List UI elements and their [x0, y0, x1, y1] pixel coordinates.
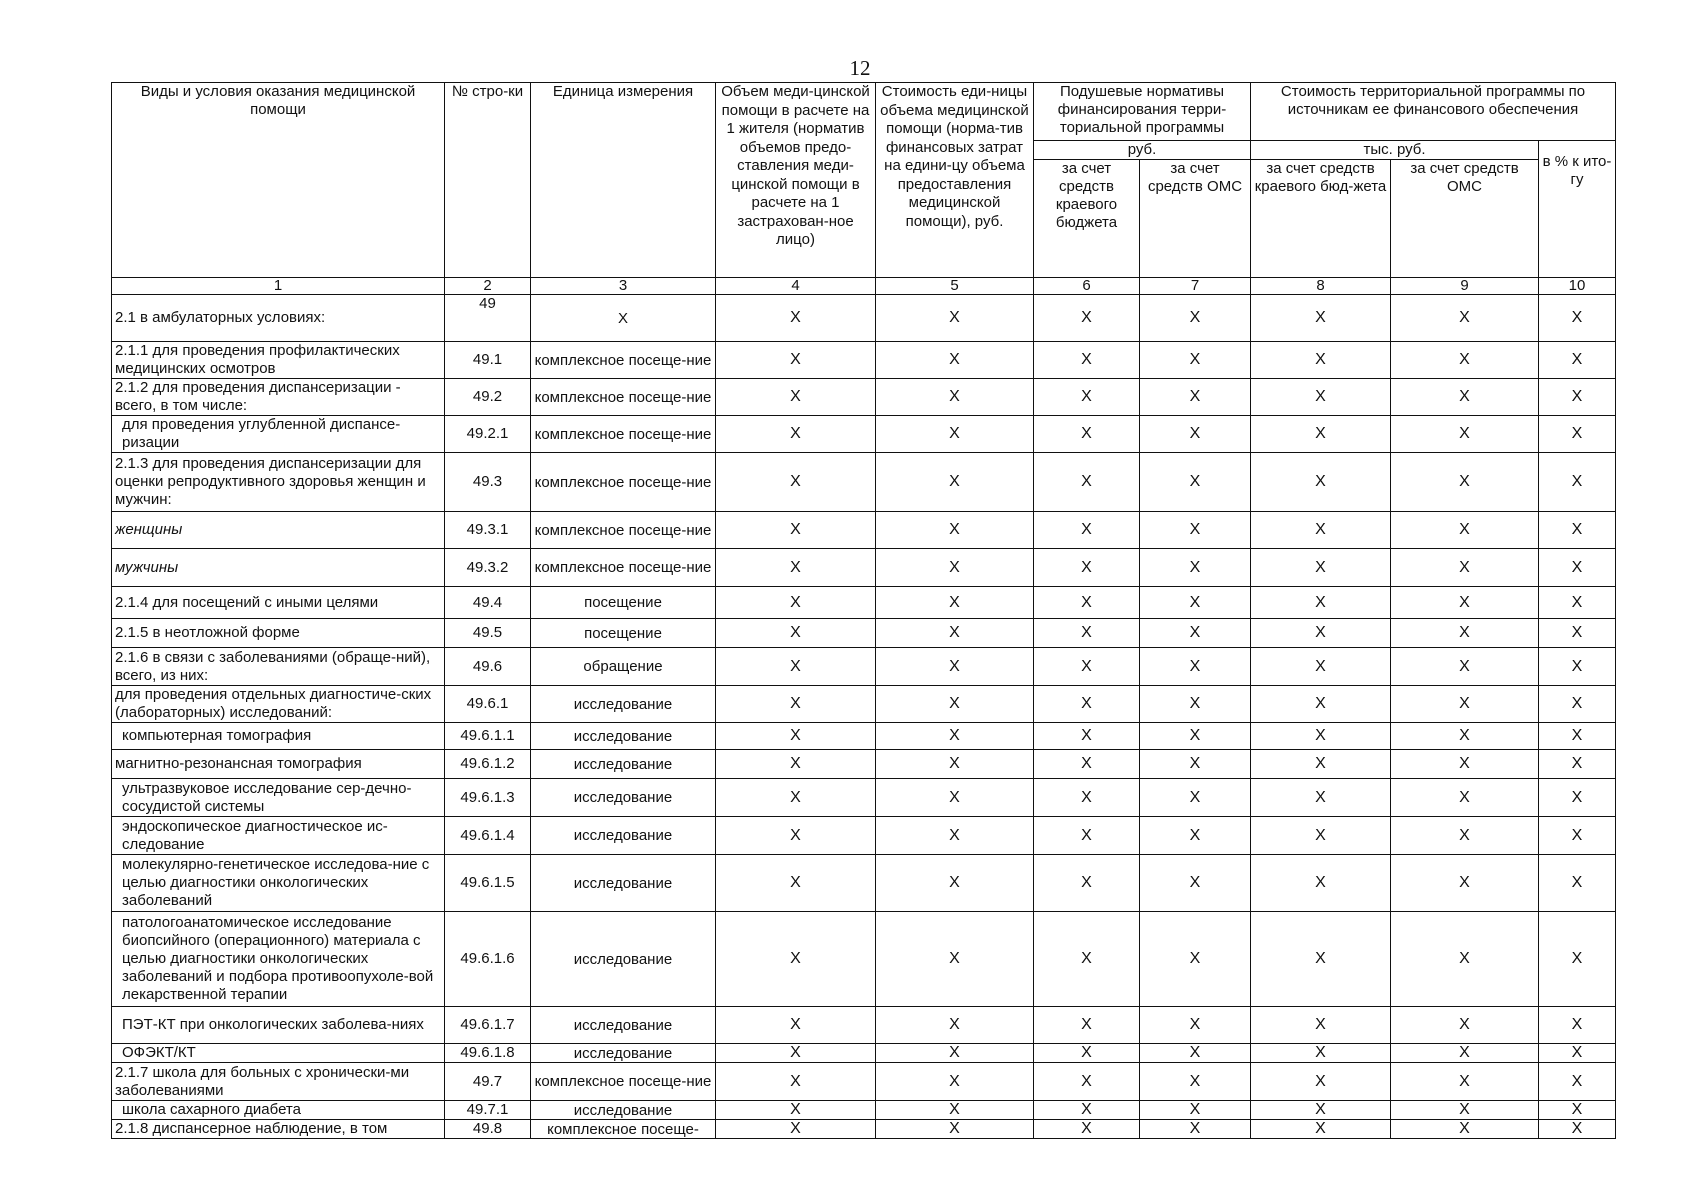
row-name: для проведения углубленной диспансе-ризации	[112, 416, 445, 453]
value-cell-v9: Х	[1391, 342, 1539, 379]
header-oms-rub: за счет средств ОМС	[1140, 160, 1251, 278]
value-cell-v4: Х	[716, 1063, 876, 1101]
value-cell-v10: Х	[1539, 1044, 1616, 1063]
table-row	[112, 855, 1616, 912]
header-row-number: № стро-ки	[445, 83, 531, 278]
value-cell-v8: Х	[1251, 1120, 1391, 1139]
row-number: 49	[445, 295, 531, 342]
header-program-cost-group: Стоимость территориальной программы по источникам ее финансового обеспечения	[1251, 83, 1616, 141]
row-name: 2.1.6 в связи с заболеваниями (обраще-ний), всего, из них:	[112, 648, 445, 686]
value-cell-v4: Х	[716, 416, 876, 453]
value-cell-v5: Х	[876, 453, 1034, 512]
value-cell-v6: Х	[1034, 1120, 1140, 1139]
value-cell-v5: Х	[876, 686, 1034, 723]
row-unit: комплексное посеще-ние	[531, 1063, 716, 1101]
value-cell-v7: Х	[1140, 453, 1251, 512]
value-cell-v4: Х	[716, 453, 876, 512]
value-cell-v9: Х	[1391, 453, 1539, 512]
value-cell-v4: Х	[716, 549, 876, 587]
value-cell-v10: Х	[1539, 723, 1616, 750]
value-cell-v5: Х	[876, 817, 1034, 855]
header-unit-thousand-rub: тыс. руб.	[1251, 141, 1539, 160]
value-cell-v10: Х	[1539, 1007, 1616, 1044]
value-cell-v9: Х	[1391, 1120, 1539, 1139]
value-cell-v7: Х	[1140, 512, 1251, 549]
value-cell-v6: Х	[1034, 817, 1140, 855]
value-cell-v5: Х	[876, 416, 1034, 453]
value-cell-v8: Х	[1251, 648, 1391, 686]
row-unit: исследование	[531, 1007, 716, 1044]
value-cell-v8: Х	[1251, 342, 1391, 379]
row-number: 49.3.1	[445, 512, 531, 549]
value-cell-v6: Х	[1034, 779, 1140, 817]
value-cell-v7: Х	[1140, 817, 1251, 855]
value-cell-v8: Х	[1251, 453, 1391, 512]
value-cell-v9: Х	[1391, 512, 1539, 549]
table-row	[112, 723, 1616, 750]
value-cell-v8: Х	[1251, 686, 1391, 723]
row-unit: исследование	[531, 723, 716, 750]
value-cell-v5: Х	[876, 379, 1034, 416]
value-cell-v7: Х	[1140, 750, 1251, 779]
financing-table	[111, 82, 1616, 1139]
value-cell-v8: Х	[1251, 1044, 1391, 1063]
row-unit: исследование	[531, 1101, 716, 1120]
row-unit: обращение	[531, 648, 716, 686]
row-unit: посещение	[531, 619, 716, 648]
table-row	[112, 1007, 1616, 1044]
row-unit: исследование	[531, 1044, 716, 1063]
header-volume: Объем меди-цинской помощи в расчете на 1 жителя (норматив объемов предо-ставления меди-цинской помощи в расчете на 1 застрахован-ное лицо)	[716, 83, 876, 278]
value-cell-v6: Х	[1034, 1007, 1140, 1044]
value-cell-v7: Х	[1140, 295, 1251, 342]
value-cell-v8: Х	[1251, 587, 1391, 619]
value-cell-v6: Х	[1034, 512, 1140, 549]
row-name: 2.1.1 для проведения профилактических медицинских осмотров	[112, 342, 445, 379]
value-cell-v9: Х	[1391, 779, 1539, 817]
row-number: 49.6.1.2	[445, 750, 531, 779]
column-number: 8	[1251, 278, 1391, 295]
value-cell-v10: Х	[1539, 342, 1616, 379]
value-cell-v5: Х	[876, 1101, 1034, 1120]
value-cell-v6: Х	[1034, 648, 1140, 686]
row-number: 49.4	[445, 587, 531, 619]
row-number: 49.3.2	[445, 549, 531, 587]
value-cell-v9: Х	[1391, 750, 1539, 779]
value-cell-v7: Х	[1140, 1101, 1251, 1120]
value-cell-v4: Х	[716, 750, 876, 779]
header-percent-of-total: в % к ито-гу	[1539, 141, 1616, 278]
row-name: ультразвуковое исследование сер-дечно-сосудистой системы	[112, 779, 445, 817]
header-per-capita-group: Подушевые нормативы финансирования терри-ториальной программы	[1034, 83, 1251, 141]
value-cell-v9: Х	[1391, 1063, 1539, 1101]
table-row	[112, 779, 1616, 817]
value-cell-v10: Х	[1539, 1063, 1616, 1101]
value-cell-v4: Х	[716, 1007, 876, 1044]
value-cell-v10: Х	[1539, 619, 1616, 648]
row-unit: исследование	[531, 912, 716, 1007]
page-number: 12	[849, 56, 871, 80]
value-cell-v6: Х	[1034, 453, 1140, 512]
value-cell-v10: Х	[1539, 1101, 1616, 1120]
column-number: 2	[445, 278, 531, 295]
table-row	[112, 750, 1616, 779]
header-regional-budget-rub: за счет средств краевого бюджета	[1034, 160, 1140, 278]
row-number: 49.6.1.3	[445, 779, 531, 817]
table-row	[112, 1101, 1616, 1120]
value-cell-v6: Х	[1034, 855, 1140, 912]
row-number: 49.3	[445, 453, 531, 512]
value-cell-v7: Х	[1140, 416, 1251, 453]
value-cell-v4: Х	[716, 817, 876, 855]
value-cell-v10: Х	[1539, 416, 1616, 453]
value-cell-v5: Х	[876, 1120, 1034, 1139]
row-unit: комплексное посеще-ние	[531, 379, 716, 416]
row-unit: исследование	[531, 686, 716, 723]
row-unit: комплексное посеще-ние	[531, 512, 716, 549]
value-cell-v9: Х	[1391, 817, 1539, 855]
column-number: 6	[1034, 278, 1140, 295]
value-cell-v7: Х	[1140, 779, 1251, 817]
row-name: патологоанатомическое исследование биопсийного (операционного) материала с целью диагностики онкологических заболеваний и подбора противоопухоле-вой лекарственной терапии	[112, 912, 445, 1007]
table-row	[112, 1120, 1616, 1139]
column-number: 7	[1140, 278, 1251, 295]
value-cell-v9: Х	[1391, 1101, 1539, 1120]
value-cell-v9: Х	[1391, 855, 1539, 912]
table-row	[112, 416, 1616, 453]
value-cell-v5: Х	[876, 549, 1034, 587]
row-unit: исследование	[531, 750, 716, 779]
header-unit-cost: Стоимость еди-ницы объема медицинской помощи (норма-тив финансовых затрат на едини-цу объема предоставления медицинской помощи), руб.	[876, 83, 1034, 278]
row-number: 49.6.1.4	[445, 817, 531, 855]
row-name: компьютерная томография	[112, 723, 445, 750]
value-cell-v9: Х	[1391, 379, 1539, 416]
value-cell-v6: Х	[1034, 587, 1140, 619]
value-cell-v7: Х	[1140, 648, 1251, 686]
column-number: 1	[112, 278, 445, 295]
row-unit: комплексное посеще-ние	[531, 453, 716, 512]
value-cell-v5: Х	[876, 619, 1034, 648]
column-number: 3	[531, 278, 716, 295]
value-cell-v6: Х	[1034, 342, 1140, 379]
table-row	[112, 549, 1616, 587]
value-cell-v5: Х	[876, 512, 1034, 549]
value-cell-v8: Х	[1251, 512, 1391, 549]
row-name: мужчины	[112, 549, 445, 587]
value-cell-v6: Х	[1034, 723, 1140, 750]
value-cell-v7: Х	[1140, 686, 1251, 723]
row-number: 49.6.1.6	[445, 912, 531, 1007]
row-number: 49.7	[445, 1063, 531, 1101]
value-cell-v8: Х	[1251, 912, 1391, 1007]
value-cell-v7: Х	[1140, 587, 1251, 619]
row-number: 49.6.1.5	[445, 855, 531, 912]
value-cell-v4: Х	[716, 379, 876, 416]
value-cell-v9: Х	[1391, 549, 1539, 587]
row-unit: комплексное посеще-ние	[531, 416, 716, 453]
column-number: 10	[1539, 278, 1616, 295]
value-cell-v8: Х	[1251, 416, 1391, 453]
value-cell-v6: Х	[1034, 549, 1140, 587]
table-row	[112, 587, 1616, 619]
value-cell-v10: Х	[1539, 295, 1616, 342]
value-cell-v10: Х	[1539, 686, 1616, 723]
value-cell-v9: Х	[1391, 1044, 1539, 1063]
value-cell-v5: Х	[876, 587, 1034, 619]
value-cell-v9: Х	[1391, 416, 1539, 453]
value-cell-v7: Х	[1140, 723, 1251, 750]
header-kinds-of-care: Виды и условия оказания медицинской помощи	[112, 83, 445, 278]
value-cell-v9: Х	[1391, 686, 1539, 723]
value-cell-v7: Х	[1140, 855, 1251, 912]
table-row	[112, 379, 1616, 416]
row-number: 49.6	[445, 648, 531, 686]
value-cell-v8: Х	[1251, 779, 1391, 817]
row-unit: исследование	[531, 855, 716, 912]
value-cell-v8: Х	[1251, 379, 1391, 416]
column-number: 4	[716, 278, 876, 295]
row-unit: комплексное посеще-ние	[531, 549, 716, 587]
value-cell-v8: Х	[1251, 817, 1391, 855]
value-cell-v6: Х	[1034, 912, 1140, 1007]
row-unit: Х	[531, 295, 716, 342]
row-number: 49.6.1.1	[445, 723, 531, 750]
table-row	[112, 1044, 1616, 1063]
row-number: 49.6.1.8	[445, 1044, 531, 1063]
value-cell-v5: Х	[876, 295, 1034, 342]
value-cell-v4: Х	[716, 1044, 876, 1063]
value-cell-v6: Х	[1034, 750, 1140, 779]
value-cell-v4: Х	[716, 855, 876, 912]
value-cell-v6: Х	[1034, 686, 1140, 723]
value-cell-v7: Х	[1140, 619, 1251, 648]
table-row	[112, 512, 1616, 549]
row-name: школа сахарного диабета	[112, 1101, 445, 1120]
value-cell-v9: Х	[1391, 619, 1539, 648]
value-cell-v10: Х	[1539, 779, 1616, 817]
value-cell-v4: Х	[716, 295, 876, 342]
value-cell-v9: Х	[1391, 648, 1539, 686]
value-cell-v6: Х	[1034, 1063, 1140, 1101]
value-cell-v9: Х	[1391, 723, 1539, 750]
table-row	[112, 295, 1616, 342]
value-cell-v4: Х	[716, 912, 876, 1007]
row-name: эндоскопическое диагностическое ис-следование	[112, 817, 445, 855]
row-number: 49.8	[445, 1120, 531, 1139]
header-regional-budget-thousand: за счет средств краевого бюд-жета	[1251, 160, 1391, 278]
table-row	[112, 619, 1616, 648]
row-name: для проведения отдельных диагностиче-ских (лабораторных) исследований:	[112, 686, 445, 723]
value-cell-v6: Х	[1034, 379, 1140, 416]
value-cell-v4: Х	[716, 342, 876, 379]
row-number: 49.2.1	[445, 416, 531, 453]
value-cell-v7: Х	[1140, 549, 1251, 587]
row-name: ОФЭКТ/КТ	[112, 1044, 445, 1063]
value-cell-v6: Х	[1034, 295, 1140, 342]
value-cell-v8: Х	[1251, 855, 1391, 912]
value-cell-v10: Х	[1539, 912, 1616, 1007]
value-cell-v8: Х	[1251, 619, 1391, 648]
row-number: 49.7.1	[445, 1101, 531, 1120]
value-cell-v4: Х	[716, 1101, 876, 1120]
value-cell-v4: Х	[716, 619, 876, 648]
value-cell-v10: Х	[1539, 855, 1616, 912]
row-name: 2.1 в амбулаторных условиях:	[112, 295, 445, 342]
table-row	[112, 817, 1616, 855]
row-number: 49.6.1.7	[445, 1007, 531, 1044]
header-unit: Единица измерения	[531, 83, 716, 278]
value-cell-v7: Х	[1140, 1063, 1251, 1101]
value-cell-v6: Х	[1034, 1044, 1140, 1063]
value-cell-v10: Х	[1539, 453, 1616, 512]
value-cell-v10: Х	[1539, 648, 1616, 686]
value-cell-v5: Х	[876, 855, 1034, 912]
value-cell-v5: Х	[876, 1007, 1034, 1044]
value-cell-v8: Х	[1251, 1101, 1391, 1120]
value-cell-v8: Х	[1251, 1063, 1391, 1101]
value-cell-v6: Х	[1034, 1101, 1140, 1120]
value-cell-v4: Х	[716, 648, 876, 686]
value-cell-v10: Х	[1539, 587, 1616, 619]
table-row	[112, 912, 1616, 1007]
value-cell-v9: Х	[1391, 587, 1539, 619]
table-row	[112, 342, 1616, 379]
table-row	[112, 686, 1616, 723]
value-cell-v9: Х	[1391, 295, 1539, 342]
row-name: 2.1.7 школа для больных с хронически-ми заболеваниями	[112, 1063, 445, 1101]
value-cell-v7: Х	[1140, 1007, 1251, 1044]
table-row	[112, 648, 1616, 686]
table-row	[112, 1063, 1616, 1101]
table-row	[112, 453, 1616, 512]
value-cell-v10: Х	[1539, 750, 1616, 779]
value-cell-v10: Х	[1539, 379, 1616, 416]
table-body	[112, 295, 1616, 1139]
value-cell-v5: Х	[876, 912, 1034, 1007]
row-name: 2.1.4 для посещений с иными целями	[112, 587, 445, 619]
value-cell-v4: Х	[716, 779, 876, 817]
row-unit: исследование	[531, 779, 716, 817]
value-cell-v5: Х	[876, 1063, 1034, 1101]
table-header	[112, 83, 1616, 295]
header-oms-thousand: за счет средств ОМС	[1391, 160, 1539, 278]
value-cell-v8: Х	[1251, 723, 1391, 750]
value-cell-v8: Х	[1251, 549, 1391, 587]
row-name: 2.1.2 для проведения диспансеризации - всего, в том числе:	[112, 379, 445, 416]
value-cell-v7: Х	[1140, 1044, 1251, 1063]
value-cell-v8: Х	[1251, 750, 1391, 779]
value-cell-v5: Х	[876, 779, 1034, 817]
row-number: 49.2	[445, 379, 531, 416]
row-name: 2.1.5 в неотложной форме	[112, 619, 445, 648]
column-numbers-row	[112, 278, 1616, 295]
value-cell-v4: Х	[716, 512, 876, 549]
value-cell-v5: Х	[876, 342, 1034, 379]
value-cell-v10: Х	[1539, 512, 1616, 549]
value-cell-v8: Х	[1251, 295, 1391, 342]
value-cell-v9: Х	[1391, 912, 1539, 1007]
row-number: 49.1	[445, 342, 531, 379]
value-cell-v7: Х	[1140, 912, 1251, 1007]
value-cell-v4: Х	[716, 587, 876, 619]
column-number: 5	[876, 278, 1034, 295]
value-cell-v4: Х	[716, 1120, 876, 1139]
value-cell-v5: Х	[876, 1044, 1034, 1063]
row-name: ПЭТ-КТ при онкологических заболева-ниях	[112, 1007, 445, 1044]
value-cell-v9: Х	[1391, 1007, 1539, 1044]
value-cell-v5: Х	[876, 648, 1034, 686]
value-cell-v6: Х	[1034, 416, 1140, 453]
value-cell-v4: Х	[716, 686, 876, 723]
value-cell-v10: Х	[1539, 549, 1616, 587]
value-cell-v8: Х	[1251, 1007, 1391, 1044]
value-cell-v6: Х	[1034, 619, 1140, 648]
header-unit-rub: руб.	[1034, 141, 1251, 160]
value-cell-v5: Х	[876, 750, 1034, 779]
row-name: магнитно-резонансная томография	[112, 750, 445, 779]
value-cell-v7: Х	[1140, 342, 1251, 379]
row-unit: комплексное посеще-ние	[531, 342, 716, 379]
value-cell-v7: Х	[1140, 379, 1251, 416]
row-unit: посещение	[531, 587, 716, 619]
row-name: 2.1.3 для проведения диспансеризации для оценки репродуктивного здоровья женщин и мужчин:	[112, 453, 445, 512]
value-cell-v10: Х	[1539, 1120, 1616, 1139]
value-cell-v5: Х	[876, 723, 1034, 750]
value-cell-v4: Х	[716, 723, 876, 750]
row-name: 2.1.8 диспансерное наблюдение, в том	[112, 1120, 445, 1139]
column-number: 9	[1391, 278, 1539, 295]
row-unit: комплексное посеще-	[531, 1120, 716, 1139]
row-name: женщины	[112, 512, 445, 549]
value-cell-v10: Х	[1539, 817, 1616, 855]
value-cell-v7: Х	[1140, 1120, 1251, 1139]
row-unit: исследование	[531, 817, 716, 855]
row-number: 49.6.1	[445, 686, 531, 723]
row-number: 49.5	[445, 619, 531, 648]
row-name: молекулярно-генетическое исследова-ние с целью диагностики онкологических заболеваний	[112, 855, 445, 912]
